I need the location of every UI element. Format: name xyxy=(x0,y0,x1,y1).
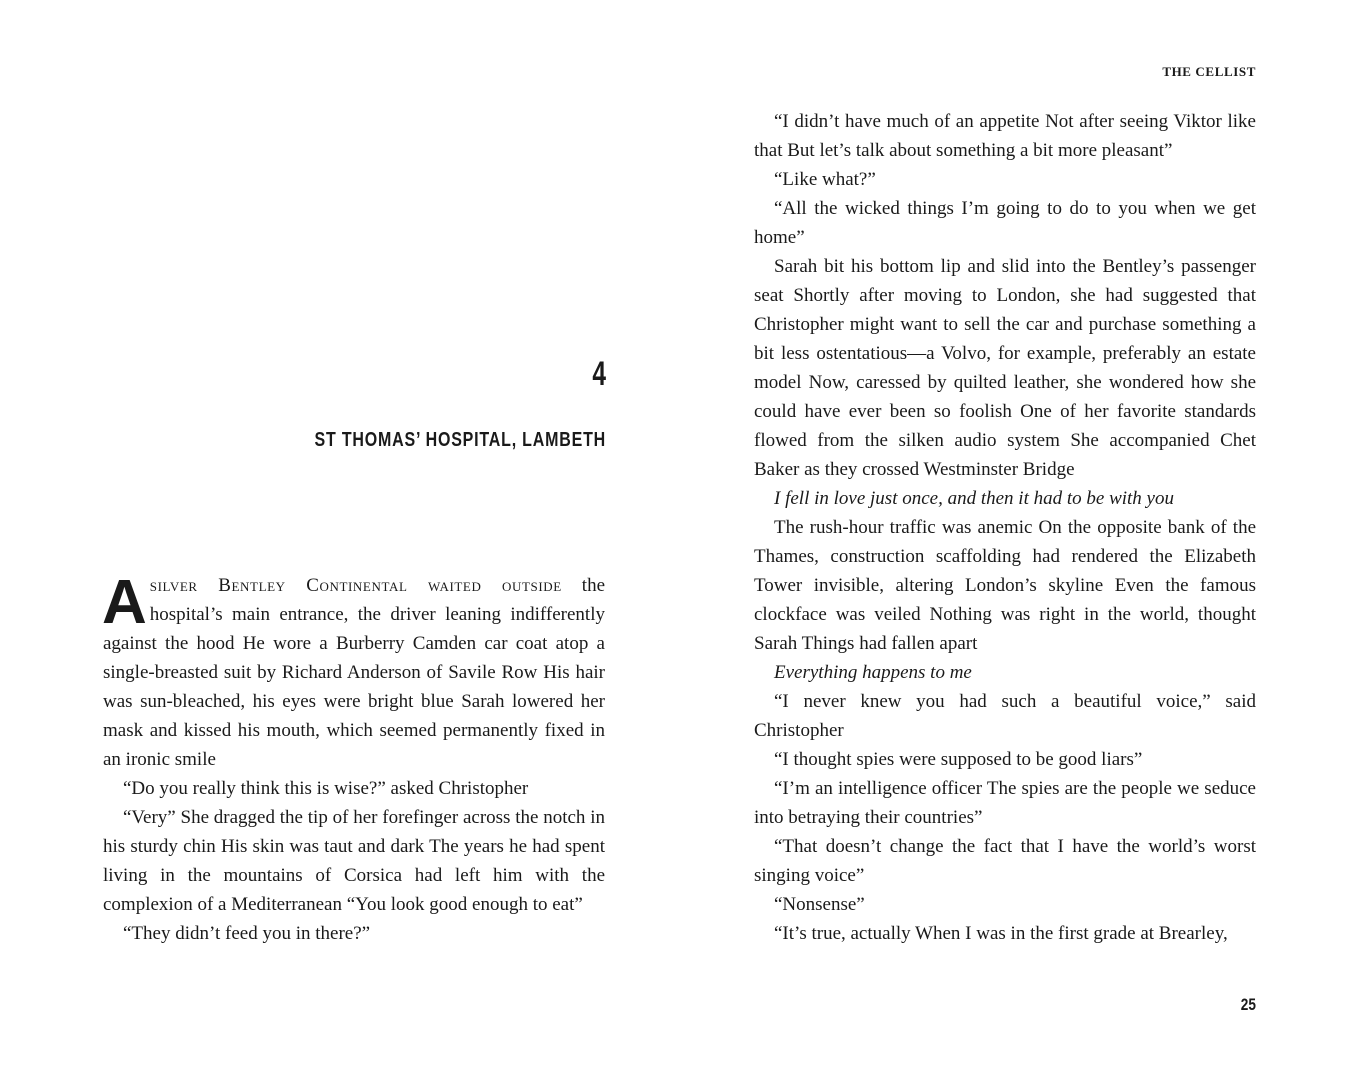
left-body-text xyxy=(102,568,605,948)
song-lyric: I fell in love just once, and then it had to be with you xyxy=(774,488,1174,509)
paragraph: “I never knew you had such a beautiful voice,” said Christopher xyxy=(754,691,1256,741)
paragraph: “Like what?” xyxy=(774,169,876,190)
paragraph: “I’m an intelligence officer The spies are the people we seduce into betraying their countries” xyxy=(754,778,1256,828)
opening-paragraph xyxy=(102,568,605,774)
right-body-text xyxy=(754,107,1256,948)
page-number: 25 xyxy=(1240,995,1256,1014)
running-head: THE CELLIST xyxy=(1162,64,1256,79)
paragraph: “Very” She dragged the tip of her forefinger across the notch in his sturdy chin His skin was taut and dark The years he had spent living in the mountains of Corsica had left him with the complexion of a Mediterranean “You look good enough to eat” xyxy=(103,807,605,915)
paragraph: Sarah bit his bottom lip and slid into the Bentley’s passenger seat Shortly after moving to London, she had suggested that Christopher might want to sell the car and purchase something a bit less ostentatious—a Volvo, for example, preferably an estate model Now, caressed by quilted leather, she wondered how she could have ever been so foolish One of her favorite standards flowed from the silken audio system She accompanied Chet Baker as they crossed Westminster Bridge xyxy=(754,256,1256,480)
opening-small-caps: silver Bentley Continental waited outside xyxy=(149,575,562,596)
drop-cap: A xyxy=(102,568,147,637)
right-page xyxy=(683,0,1367,1080)
paragraph: “That doesn’t change the fact that I have the world’s worst singing voice” xyxy=(754,836,1256,886)
opening-paragraph-text: the hospital’s main entrance, the driver leaning indifferently against the hood He wore a Burberry Camden car coat atop a single-breasted suit by Richard Anderson of Savile Row His hair was sun-bleached, his eyes were bright blue Sarah lowered her mask and kissed his mouth, which seemed permanently fixed in an ironic smile xyxy=(103,575,605,770)
paragraph: “They didn’t feed you in there?” xyxy=(123,923,371,944)
paragraph: “All the wicked things I’m going to do to you when we get home” xyxy=(754,198,1256,248)
paragraph: “Do you really think this is wise?” asked Christopher xyxy=(123,778,529,799)
paragraph: The rush-hour traffic was anemic On the opposite bank of the Thames, construction scaffolding had rendered the Elizabeth Tower invisible, altering London’s skyline Even the famous clockface was veiled Nothing was right in the world, thought Sarah Things had fallen apart xyxy=(754,517,1256,654)
paragraph: “I thought spies were supposed to be good liars” xyxy=(774,749,1143,770)
paragraph: “I didn’t have much of an appetite Not after seeing Viktor like that But let’s talk about something a bit more pleasant” xyxy=(754,111,1256,161)
chapter-number: 4 xyxy=(592,355,606,393)
chapter-title: ST THOMAS’ HOSPITAL, LAMBETH xyxy=(314,429,606,451)
left-page xyxy=(0,0,683,1080)
paragraph: “Nonsense” xyxy=(774,894,865,915)
paragraph: “It’s true, actually When I was in the first grade at Brearley, xyxy=(774,923,1228,944)
song-lyric: Everything happens to me xyxy=(774,662,972,683)
